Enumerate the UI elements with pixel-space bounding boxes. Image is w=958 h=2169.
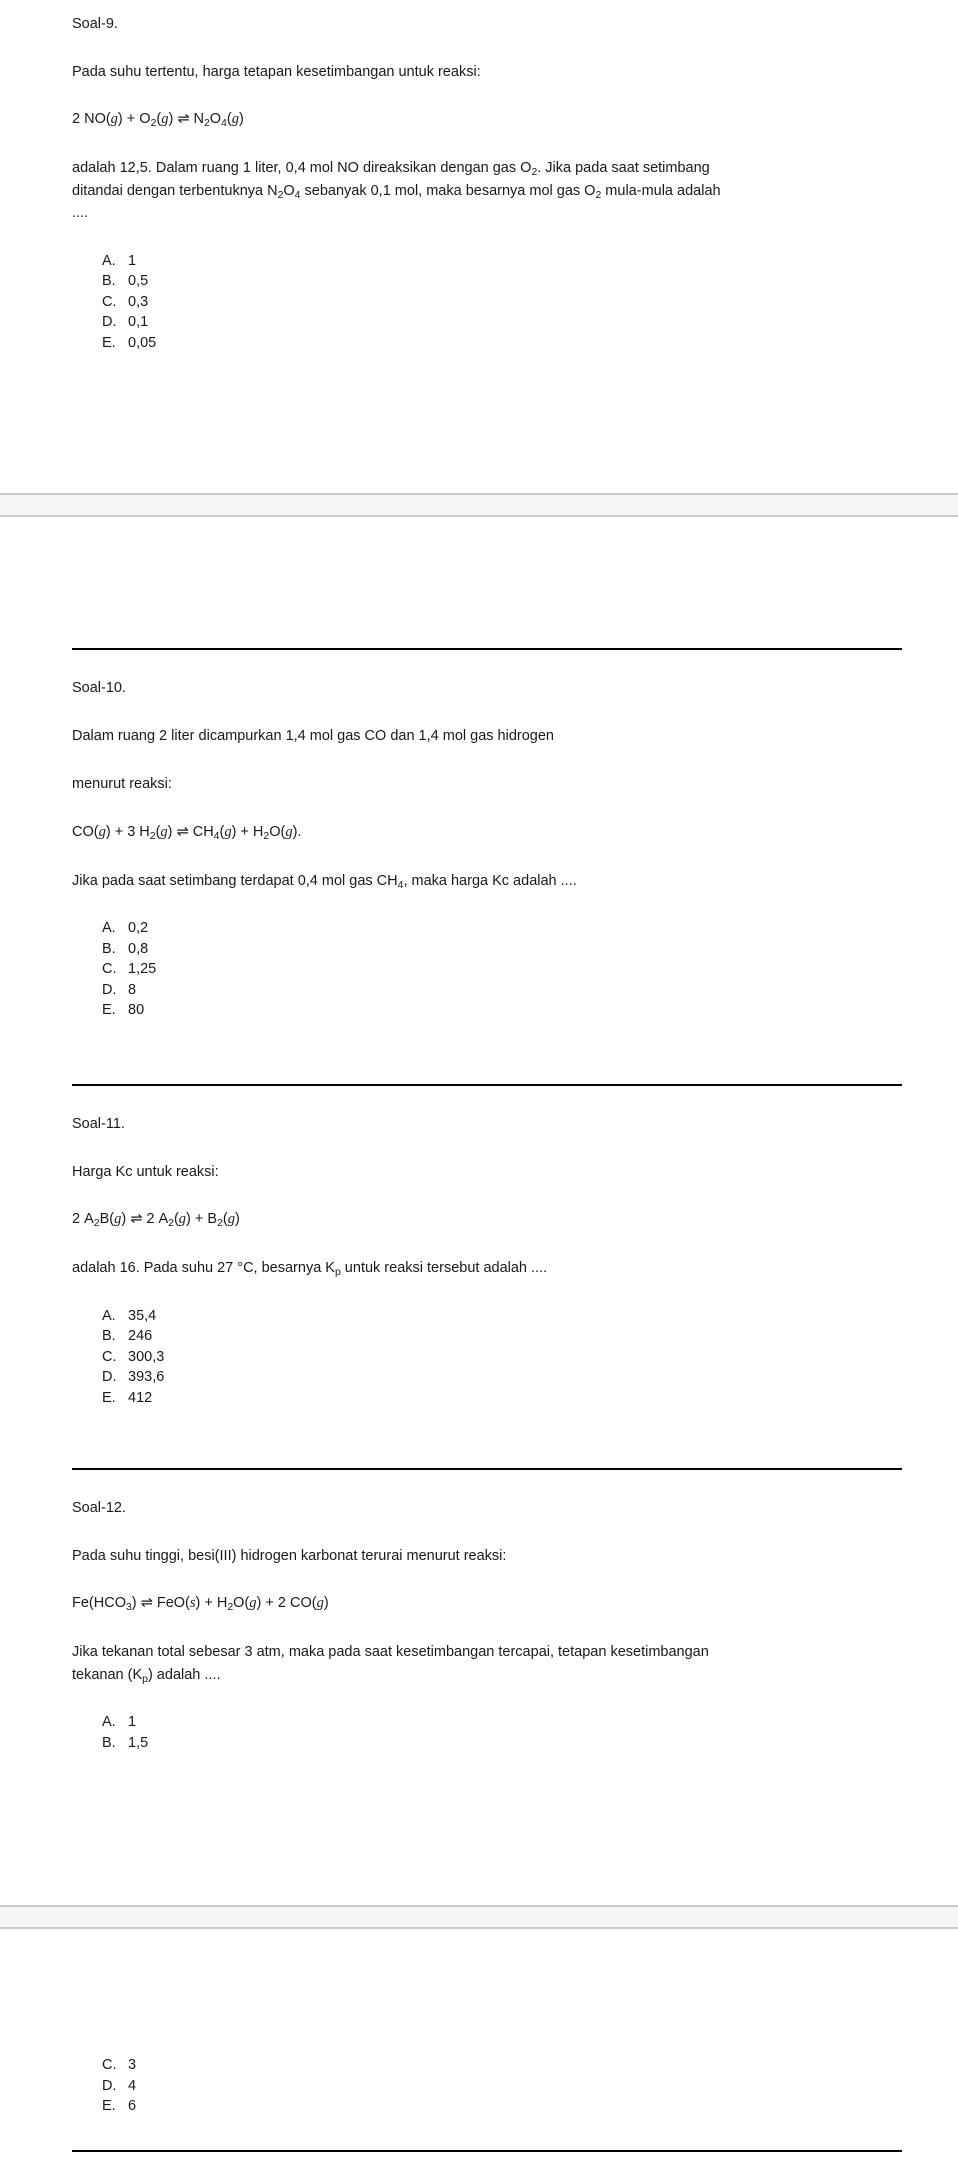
section-divider-rule-4 bbox=[0, 2150, 958, 2152]
option-key: A. bbox=[102, 920, 116, 937]
option-item[interactable] bbox=[102, 918, 902, 939]
option-item[interactable] bbox=[102, 939, 902, 960]
option-key: E. bbox=[102, 334, 116, 351]
option-value: 1 bbox=[128, 1714, 137, 1731]
option-value: 1,5 bbox=[128, 1734, 149, 1751]
question-intro-11: Harga Kc untuk reaksi: bbox=[72, 1164, 219, 1181]
page-break-separator-2 bbox=[0, 1905, 958, 1929]
page-break-separator-1 bbox=[0, 493, 958, 517]
option-value: 300,3 bbox=[128, 1348, 165, 1365]
option-key: B. bbox=[102, 1734, 116, 1751]
question-label-10: Soal-10. bbox=[72, 680, 127, 696]
option-value: 0,2 bbox=[128, 920, 149, 937]
option-value: 3 bbox=[128, 2057, 137, 2073]
option-value: 0,3 bbox=[128, 293, 149, 310]
question-body-11: adalah 16. Pada suhu 27 °C, besarnya $K_p$ untuk reaksi tersebut adalah .... bbox=[72, 1260, 548, 1279]
option-item[interactable] bbox=[102, 1367, 902, 1388]
question-block-soal-12 bbox=[0, 1498, 958, 1753]
section-divider-rule-1 bbox=[0, 648, 958, 650]
question-intro2-10: menurut reaksi: bbox=[72, 776, 172, 793]
option-value: 8 bbox=[128, 981, 137, 998]
option-item[interactable] bbox=[102, 1306, 902, 1327]
option-item[interactable] bbox=[102, 2076, 902, 2097]
option-item[interactable] bbox=[102, 1733, 902, 1754]
option-value: 80 bbox=[128, 1002, 145, 1019]
option-key: A. bbox=[102, 1714, 116, 1731]
option-value: 6 bbox=[128, 2098, 137, 2115]
option-key: A. bbox=[102, 252, 116, 269]
option-value: 1 bbox=[128, 252, 137, 269]
question-intro-9: Pada suhu tertentu, harga tetapan kesetimbangan untuk reaksi: bbox=[72, 64, 481, 81]
option-key: C. bbox=[102, 293, 117, 310]
option-item[interactable] bbox=[102, 1347, 902, 1368]
option-item[interactable] bbox=[102, 251, 902, 272]
question-label-9: Soal-9. bbox=[72, 16, 118, 32]
section-divider-rule-3 bbox=[0, 1468, 958, 1470]
option-key: E. bbox=[102, 2098, 116, 2115]
option-key: B. bbox=[102, 273, 116, 290]
option-key: B. bbox=[102, 940, 116, 957]
question-label-11: Soal-11. bbox=[72, 1116, 125, 1132]
option-key: D. bbox=[102, 2077, 117, 2094]
option-item[interactable] bbox=[102, 271, 902, 292]
option-item[interactable] bbox=[102, 333, 902, 354]
question-intro-10: Dalam ruang 2 liter dicampurkan 1,4 mol gas CO dan 1,4 mol gas hidrogen bbox=[72, 728, 554, 745]
option-key: C. bbox=[102, 1348, 117, 1365]
option-item[interactable] bbox=[102, 1388, 902, 1409]
option-key: E. bbox=[102, 1390, 116, 1407]
options-list-12-before-break bbox=[72, 1712, 902, 1753]
question-body-12: Jika tekanan total sebesar 3 atm, maka pada saat kesetimbangan tercapai, tetapan kesetimbangan tekanan $(K_p)$ adalah .... bbox=[72, 1644, 709, 1685]
option-item[interactable] bbox=[102, 959, 902, 980]
option-key: E. bbox=[102, 1002, 116, 1019]
option-value: 0,8 bbox=[128, 940, 149, 957]
option-key: C. bbox=[102, 961, 117, 978]
section-divider-rule-2 bbox=[0, 1084, 958, 1086]
question-block-soal-10 bbox=[0, 678, 958, 1021]
option-item[interactable] bbox=[102, 2055, 902, 2076]
option-key: C. bbox=[102, 2057, 117, 2073]
option-value: 0,1 bbox=[128, 314, 149, 331]
option-value: 246 bbox=[128, 1328, 153, 1345]
option-value: 1,25 bbox=[128, 961, 157, 978]
question-block-soal-9 bbox=[0, 0, 958, 354]
reaction-equation-12: $Fe(HCO_3)$ ⇌ $FeO(s) + H_2O(g) + 2$ CO(g) bbox=[72, 1595, 329, 1614]
option-item[interactable] bbox=[102, 312, 902, 333]
option-value: 0,5 bbox=[128, 273, 149, 290]
option-value: 0,05 bbox=[128, 334, 157, 351]
question-body-10: Jika pada saat setimbang terdapat 0,4 mol gas $CH_4$, maka harga Kc adalah .... bbox=[72, 872, 577, 891]
option-item[interactable] bbox=[102, 1326, 902, 1347]
option-item[interactable] bbox=[102, 1000, 902, 1021]
option-item[interactable] bbox=[102, 980, 902, 1001]
options-list-10 bbox=[72, 918, 902, 1021]
option-key: A. bbox=[102, 1307, 116, 1324]
reaction-equation-10: CO(g) + 3 $H_2(g)$ ⇌ $CH_4(g) + H_2O(g)$. bbox=[72, 823, 302, 842]
option-key: D. bbox=[102, 1369, 117, 1386]
option-value: 412 bbox=[128, 1390, 153, 1407]
option-item[interactable] bbox=[102, 292, 902, 313]
options-list-11 bbox=[72, 1306, 902, 1409]
question-block-soal-11 bbox=[0, 1114, 958, 1409]
option-key: D. bbox=[102, 981, 117, 998]
option-value: 4 bbox=[128, 2077, 137, 2094]
question-label-12: Soal-12. bbox=[72, 1500, 127, 1516]
question-intro-12: Pada suhu tinggi, besi(III) hidrogen karbonat terurai menurut reaksi: bbox=[72, 1548, 507, 1565]
option-key: B. bbox=[102, 1328, 116, 1345]
option-value: 35,4 bbox=[128, 1307, 157, 1324]
option-value: 393,6 bbox=[128, 1369, 165, 1386]
options-list-12-after-break bbox=[72, 2055, 902, 2117]
reaction-equation-11: 2 $A_2B(g)$ ⇌ 2 $A_2(g) + B_2(g)$ bbox=[72, 1211, 240, 1230]
question-body-9: adalah 12,5. Dalam ruang 1 liter, 0,4 mol NO direaksikan dengan gas $O_2$. Jika pada saat setimbang ditandai dengan terbentuknya $N_2O_4$ sebanyak 0,1 mol, maka besarnya mol gas $O_2$ mula-mula adalah .... bbox=[72, 160, 721, 222]
option-key: D. bbox=[102, 314, 117, 331]
option-item[interactable] bbox=[102, 2096, 902, 2117]
options-list-9 bbox=[72, 251, 902, 354]
reaction-equation-9: 2 $NO(g) + O_2(g)$ ⇌ $N_2O_4(g)$ bbox=[72, 111, 244, 130]
question-block-soal-12-continued bbox=[0, 2055, 958, 2117]
option-item[interactable] bbox=[102, 1712, 902, 1733]
